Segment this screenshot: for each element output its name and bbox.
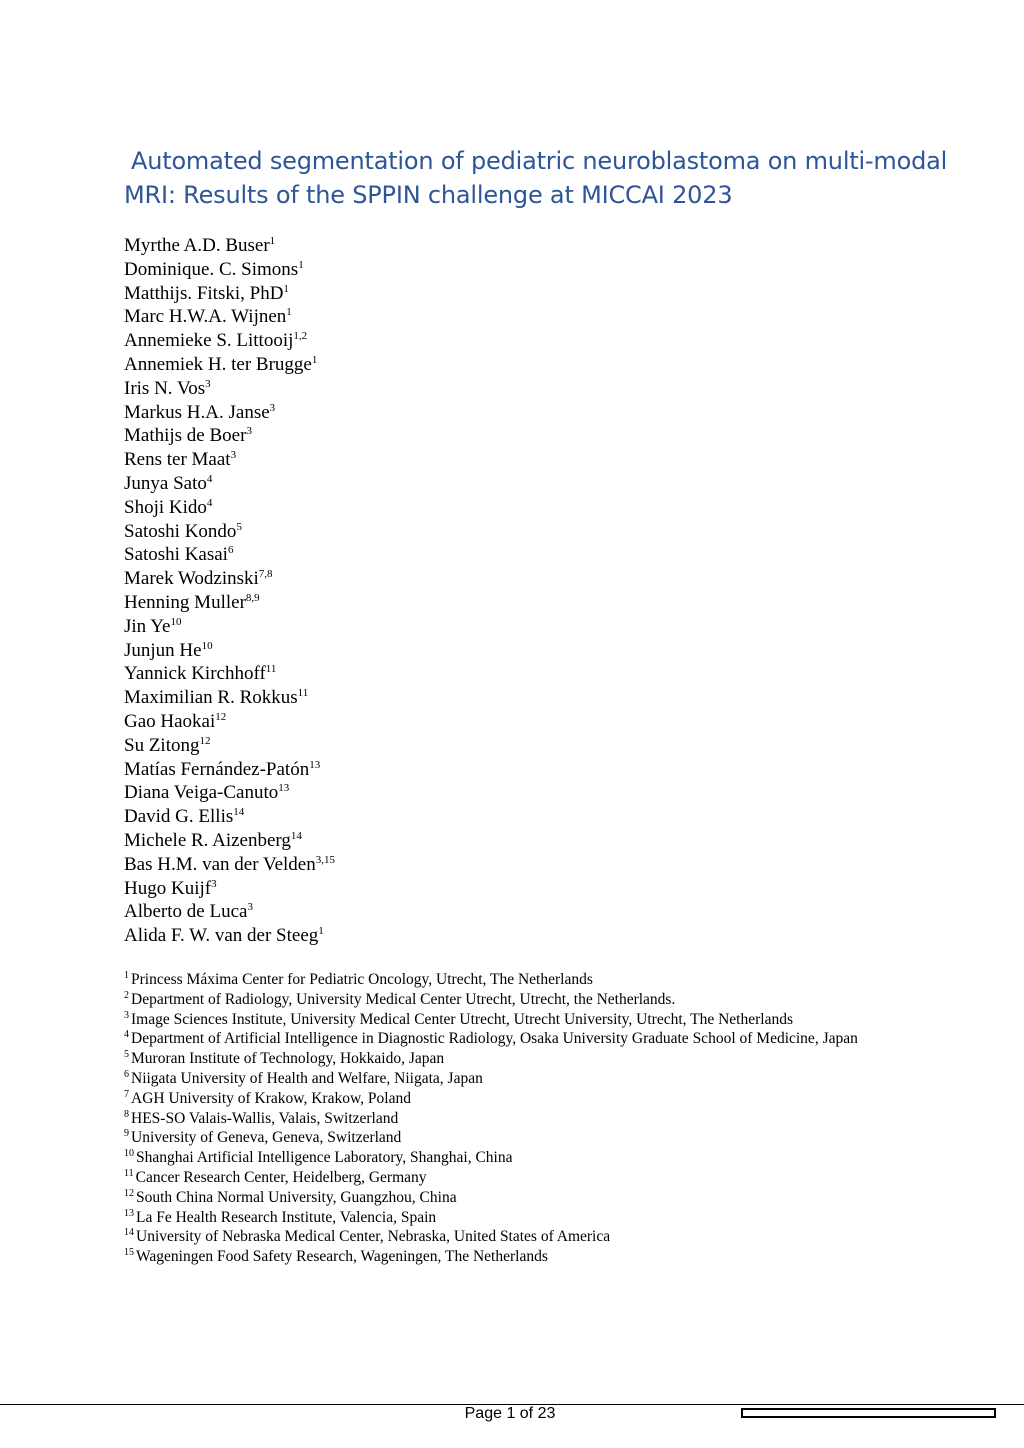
author-name: Myrthe A.D. Buser (124, 235, 270, 256)
footer-box (741, 1408, 996, 1418)
affiliation (124, 1247, 914, 1267)
author-name: Bas H.M. van der Velden (124, 853, 316, 875)
author-affiliation-mark: 3 (269, 401, 276, 414)
affiliation-number: 8 (124, 1108, 129, 1120)
affiliation (124, 1109, 914, 1129)
author-affiliation-mark: 3 (247, 901, 253, 914)
author (124, 877, 335, 901)
affiliation (124, 1188, 914, 1208)
author-name: Annemieke S. Littooij (124, 330, 294, 352)
author (124, 520, 335, 544)
author-name: Shoji Kido (124, 496, 207, 518)
author (124, 805, 335, 829)
affiliation (124, 1089, 914, 1109)
affiliation-number: 13 (124, 1207, 134, 1219)
author-name: Mathijs de Boer (124, 425, 247, 447)
author-affiliation-mark: 1 (286, 306, 292, 319)
author (124, 686, 335, 710)
author-affiliation-mark: 8,9 (245, 591, 260, 604)
affiliation (124, 1049, 914, 1069)
author-name: Yannick Kirchhoff (124, 663, 266, 685)
author-name: Matthijs. Fitski, PhD (124, 282, 284, 304)
author-name: Junjun He (124, 639, 202, 661)
author-affiliation-mark: 7,8 (258, 568, 273, 581)
affiliation (124, 1010, 914, 1030)
author (124, 758, 335, 782)
title-line-2: MRI: Results of the SPPIN challenge at MICCAI 2023 (124, 181, 733, 209)
author-name: Jin Ye (124, 615, 171, 637)
author (124, 472, 335, 496)
author-affiliation-mark: 14 (290, 829, 302, 842)
author-name: Diana Veiga-Canuto (124, 782, 279, 804)
affiliation-number: 1 (124, 970, 129, 981)
author (124, 639, 335, 663)
author-name: Satoshi Kondo (124, 520, 237, 542)
affiliation-text: Department of Radiology, University Medical Center Utrecht, Utrecht, the Netherlands. (131, 990, 676, 1008)
author-affiliation-mark: 1 (269, 235, 276, 247)
author-name: Iris N. Vos (124, 377, 206, 399)
affiliation-number: 4 (124, 1029, 129, 1041)
affiliation-list (124, 970, 914, 1267)
affiliation-number: 2 (124, 989, 129, 1001)
author (124, 377, 335, 401)
author-name: Rens ter Maat (124, 449, 231, 471)
author (124, 781, 335, 805)
affiliation (124, 1029, 914, 1049)
author-name: Junya Sato (124, 472, 207, 494)
author (124, 853, 335, 877)
author-name: Markus H.A. Janse (124, 401, 270, 423)
author (124, 829, 335, 853)
page-number: Page 1 of 23 (464, 1405, 556, 1422)
affiliation-number: 15 (124, 1247, 134, 1259)
author-affiliation-mark: 3 (230, 449, 237, 462)
author-affiliation-mark: 4 (206, 496, 213, 509)
author-name: Alberto de Luca (124, 901, 248, 923)
affiliation-text: Department of Artificial Intelligence in Diagnostic Radiology, Osaka University Graduate School of Medicine, Japan (131, 1030, 858, 1048)
affiliation-number: 12 (124, 1187, 134, 1199)
affiliation-text: La Fe Health Research Institute, Valencia, Spain (136, 1208, 437, 1226)
affiliation-number: 3 (124, 1009, 129, 1021)
author-name: David G. Ellis (124, 806, 234, 828)
author (124, 662, 335, 686)
author-affiliation-mark: 3 (211, 877, 217, 890)
author (124, 353, 335, 377)
author (124, 329, 335, 353)
affiliation-text: University of Geneva, Geneva, Switzerland (131, 1129, 402, 1147)
author-name: Annemiek H. ter Brugge (124, 353, 312, 375)
affiliation-number: 6 (124, 1068, 129, 1080)
affiliation-number: 7 (124, 1088, 129, 1100)
affiliation (124, 990, 914, 1010)
author (124, 734, 335, 758)
author (124, 258, 335, 282)
affiliation-number: 11 (124, 1167, 134, 1179)
affiliation-text: South China Normal University, Guangzhou, China (136, 1188, 457, 1206)
author-name: Marek Wodzinski (124, 568, 259, 590)
author-name: Hugo Kuijf (124, 877, 212, 899)
author-name: Marc H.W.A. Wijnen (124, 306, 287, 328)
author (124, 924, 335, 948)
author-name: Gao Haokai (124, 710, 216, 732)
author (124, 615, 335, 639)
author-name: Dominique. C. Simons (124, 258, 299, 280)
affiliation (124, 970, 914, 990)
author (124, 448, 335, 472)
author-affiliation-mark: 10 (201, 639, 213, 652)
affiliation-text: Shanghai Artificial Intelligence Laboratory, Shanghai, China (136, 1149, 513, 1167)
author-affiliation-mark: 3,15 (315, 853, 335, 866)
author-affiliation-mark: 14 (233, 806, 245, 819)
affiliation (124, 1148, 914, 1168)
author-name: Henning Muller (124, 591, 246, 613)
author-affiliation-mark: 13 (309, 758, 321, 771)
affiliation (124, 1227, 914, 1247)
author-affiliation-mark: 13 (278, 782, 290, 795)
paper-title (124, 144, 948, 212)
affiliation-text: AGH University of Krakow, Krakow, Poland (131, 1089, 411, 1107)
author-affiliation-mark: 12 (199, 734, 211, 747)
affiliation-text: Muroran Institute of Technology, Hokkaido, Japan (131, 1050, 445, 1068)
author (124, 567, 335, 591)
author-name: Michele R. Aizenberg (124, 829, 291, 851)
author (124, 900, 335, 924)
affiliation (124, 1168, 914, 1188)
affiliation (124, 1208, 914, 1228)
author (124, 401, 335, 425)
author-affiliation-mark: 1 (298, 258, 304, 271)
affiliation-text: University of Nebraska Medical Center, Nebraska, United States of America (136, 1228, 611, 1246)
author (124, 282, 335, 306)
author (124, 234, 335, 258)
author (124, 305, 335, 329)
affiliation (124, 1069, 914, 1089)
author-affiliation-mark: 5 (236, 520, 242, 533)
author-affiliation-mark: 1 (311, 353, 318, 366)
author (124, 591, 335, 615)
affiliation-text: HES-SO Valais-Wallis, Valais, Switzerland (131, 1109, 399, 1127)
author (124, 710, 335, 734)
affiliation-number: 14 (124, 1227, 134, 1239)
affiliation (124, 1128, 914, 1148)
author-affiliation-mark: 4 (206, 472, 213, 485)
author-affiliation-mark: 1,2 (293, 330, 308, 343)
author-affiliation-mark: 12 (215, 710, 227, 723)
affiliation-number: 9 (124, 1128, 129, 1140)
affiliation-text: Image Sciences Institute, University Medical Center Utrecht, Utrecht University, Utrecht, The Netherlands (131, 1010, 793, 1028)
affiliation-text: Princess Máxima Center for Pediatric Oncology, Utrecht, The Netherlands (131, 971, 593, 988)
author-affiliation-mark: 10 (170, 615, 182, 628)
author-affiliation-mark: 6 (227, 544, 234, 557)
author-list (124, 234, 335, 948)
author (124, 496, 335, 520)
author-affiliation-mark: 1 (283, 282, 289, 295)
affiliation-text: Wageningen Food Safety Research, Wageningen, The Netherlands (136, 1248, 548, 1266)
author-name: Satoshi Kasai (124, 544, 228, 566)
author-affiliation-mark: 11 (297, 687, 309, 700)
author-name: Matías Fernández-Patón (124, 758, 310, 780)
author-name: Maximilian R. Rokkus (124, 687, 298, 709)
author (124, 543, 335, 567)
title-line-1: Automated segmentation of pediatric neuroblastoma on multi-modal (131, 147, 948, 175)
author-affiliation-mark: 11 (265, 663, 277, 676)
affiliation-number: 10 (124, 1148, 134, 1160)
author-name: Alida F. W. van der Steeg (124, 925, 319, 947)
affiliation-text: Niigata University of Health and Welfare, Niigata, Japan (131, 1069, 483, 1087)
author-affiliation-mark: 1 (318, 925, 324, 938)
affiliation-number: 5 (124, 1049, 129, 1061)
author-affiliation-mark: 3 (246, 425, 252, 438)
author (124, 424, 335, 448)
author-affiliation-mark: 3 (205, 377, 211, 390)
affiliation-text: Cancer Research Center, Heidelberg, Germany (135, 1168, 427, 1186)
author-name: Su Zitong (124, 734, 200, 756)
